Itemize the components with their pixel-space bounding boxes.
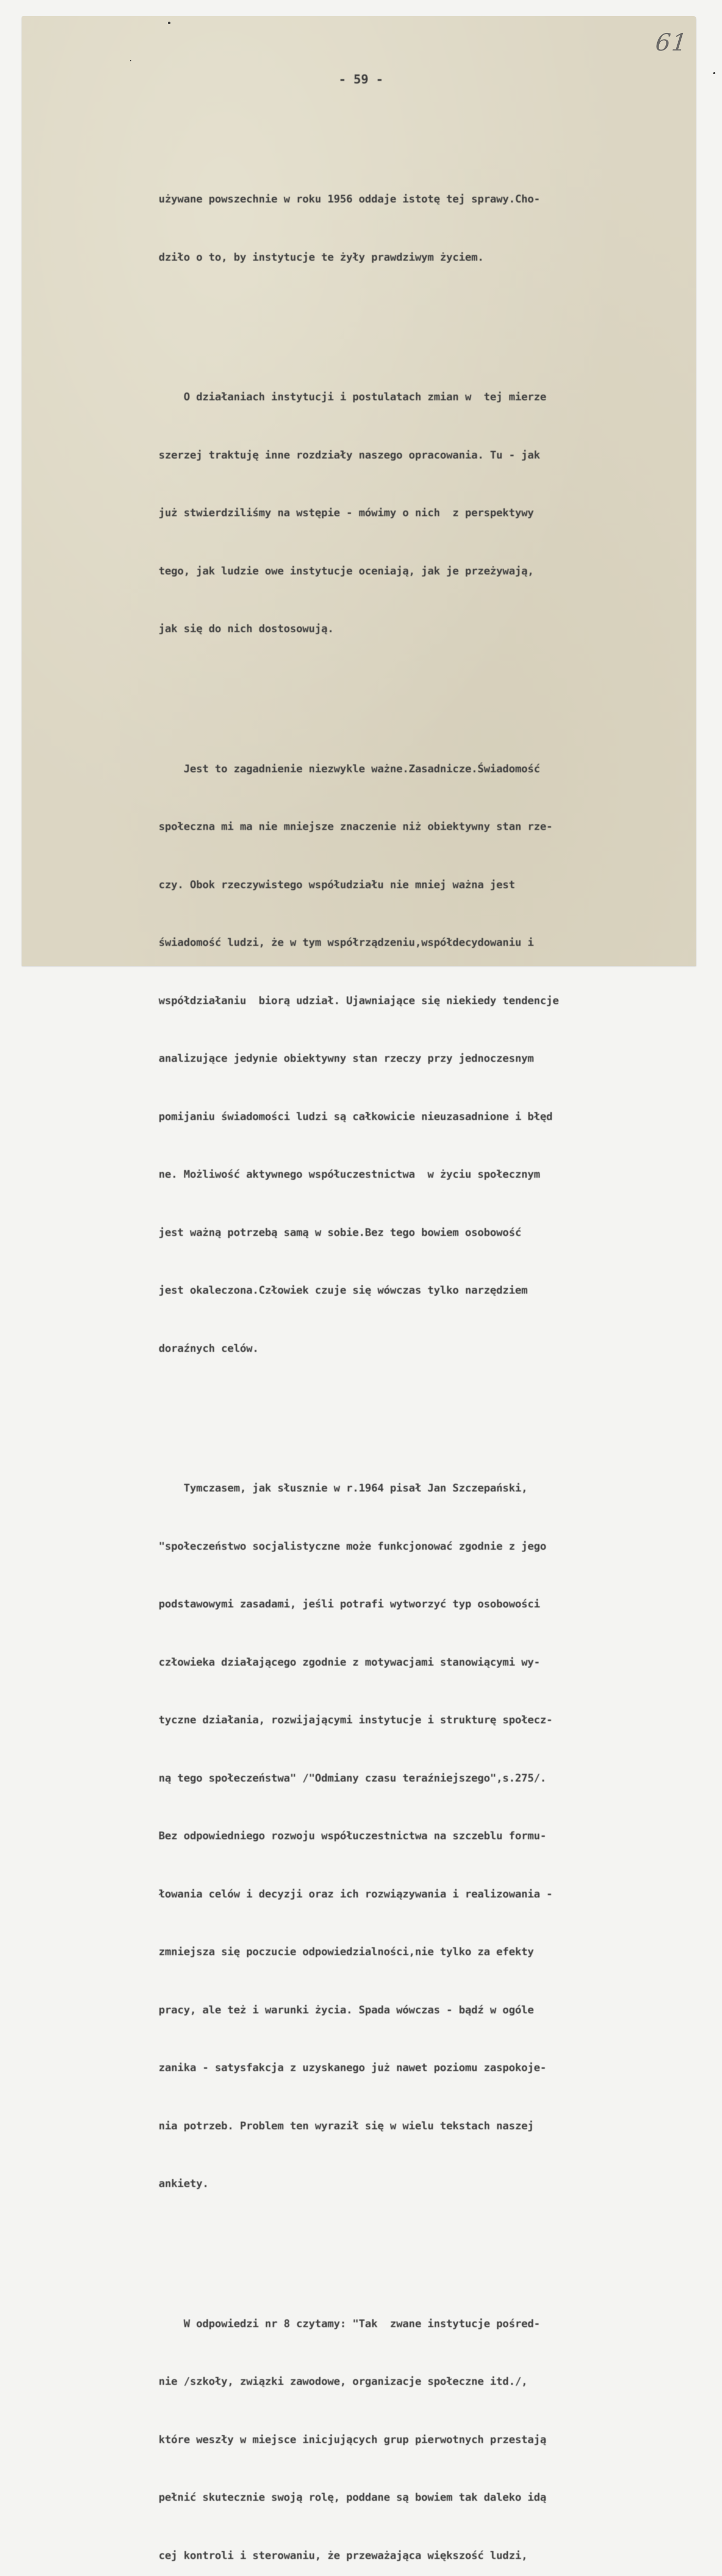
- text-line: podstawowymi zasadami, jeśli potrafi wytworzyć typ osobowości: [159, 1595, 699, 1614]
- text-line: świadomość ludzi, że w tym współrządzeniu,współdecydowaniu i: [159, 933, 699, 953]
- text-line: ną tego społeczeństwa" /"Odmiany czasu teraźniejszego",s.275/.: [159, 1769, 699, 1788]
- text-line: ne. Możliwość aktywnego współuczestnictwa w życiu społecznym: [159, 1165, 699, 1184]
- text-line: ankiety.: [159, 2174, 699, 2194]
- page-number: - 59 -: [0, 72, 722, 87]
- paragraph-5: [159, 2276, 699, 2576]
- text-line: pomijaniu świadomości ludzi są całkowicie nieuzasadnione i błęd: [159, 1107, 699, 1127]
- text-line: analizujące jedynie obiektywny stan rzeczy przy jednoczesnym: [159, 1049, 699, 1069]
- text-line: łowania celów i decyzji oraz ich rozwiązywania i realizowania -: [159, 1885, 699, 1904]
- paragraph-3: [159, 721, 699, 1397]
- text-line: W odpowiedzi nr 8 czytamy: "Tak zwane instytucje pośred-: [159, 2314, 699, 2334]
- text-line: tyczne działania, rozwijającymi instytucje i strukturę społecz-: [159, 1710, 699, 1730]
- handwritten-folio-number: 61: [654, 28, 689, 56]
- text-line: pracy, ale też i warunki życia. Spada wówczas - bądź w ogóle: [159, 2001, 699, 2020]
- typewritten-body: [159, 112, 699, 2576]
- text-line: O działaniach instytucji i postulatach zmian w tej mierze: [159, 387, 699, 407]
- text-line: społeczna mi ma nie mniejsze znaczenie niż obiektywny stan rze-: [159, 817, 699, 837]
- ink-speck: [130, 60, 131, 61]
- text-line: tego, jak ludzie owe instytucje oceniają, jak je przeżywają,: [159, 562, 699, 581]
- text-line: jest okaleczona.Człowiek czuje się wówczas tylko narzędziem: [159, 1281, 699, 1300]
- ink-speck: [168, 22, 170, 24]
- text-line: jest ważną potrzebą samą w sobie.Bez tego bowiem osobowość: [159, 1223, 699, 1243]
- text-line: doraźnych celów.: [159, 1339, 699, 1359]
- text-line: Tymczasem, jak słusznie w r.1964 pisał Jan Szczepański,: [159, 1479, 699, 1498]
- text-line: współdziałaniu biorą udział. Ujawniające się niekiedy tendencje: [159, 991, 699, 1011]
- text-line: nie /szkoły, związki zawodowe, organizacje społeczne itd./,: [159, 2372, 699, 2392]
- text-line: Jest to zagadnienie niezwykle ważne.Zasadnicze.Świadomość: [159, 759, 699, 779]
- text-line: zmniejsza się poczucie odpowiedzialności,nie tylko za efekty: [159, 1942, 699, 1962]
- text-line: zanika - satysfakcja z uzyskanego już nawet poziomu zaspokoje-: [159, 2058, 699, 2078]
- text-line: człowieka działającego zgodnie z motywacjami stanowiącymi wy-: [159, 1653, 699, 1672]
- text-line: które weszły w miejsce inicjujących grup pierwotnych przestają: [159, 2430, 699, 2450]
- text-line: "społeczeństwo socjalistyczne może funkcjonować zgodnie z jego: [159, 1537, 699, 1556]
- text-line: używane powszechnie w roku 1956 oddaje istotę tej sprawy.Cho-: [159, 190, 699, 209]
- text-line: szerzej traktuję inne rozdziały naszego opracowania. Tu - jak: [159, 446, 699, 465]
- text-line: dziło o to, by instytucje te żyły prawdziwym życiem.: [159, 248, 699, 267]
- paragraph-2: [159, 349, 699, 677]
- text-line: już stwierdziliśmy na wstępie - mówimy o nich z perspektywy: [159, 503, 699, 523]
- text-line: pełnić skutecznie swoją rolę, poddane są bowiem tak daleko idą: [159, 2488, 699, 2507]
- text-line: czy. Obok rzeczywistego współudziału nie mniej ważna jest: [159, 875, 699, 895]
- ink-speck: [713, 72, 715, 74]
- paragraph-4: [159, 1440, 699, 2232]
- paragraph-1: [159, 151, 699, 306]
- text-line: Bez odpowiedniego rozwoju współuczestnictwa na szczeblu formu-: [159, 1826, 699, 1846]
- text-line: jak się do nich dostosowują.: [159, 619, 699, 639]
- text-line: nia potrzeb. Problem ten wyraził się w wielu tekstach naszej: [159, 2116, 699, 2136]
- text-line: cej kontroli i sterowaniu, że przeważająca większość ludzi,: [159, 2546, 699, 2566]
